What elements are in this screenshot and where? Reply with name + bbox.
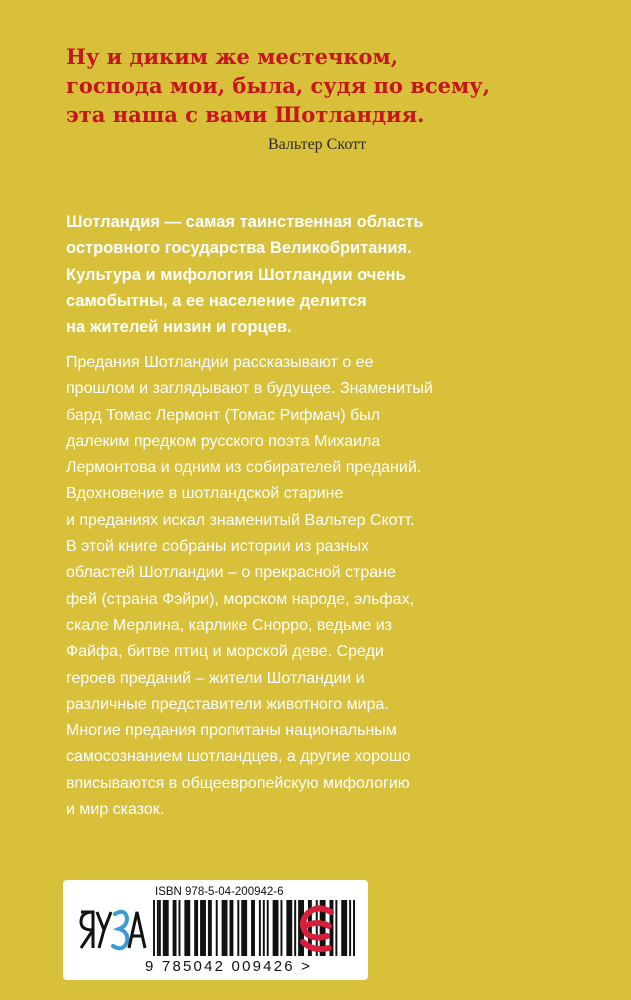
body-line: Предания Шотландии рассказывают о ее (66, 354, 374, 371)
barcode-bar (222, 900, 228, 956)
body-line: и мир сказок. (66, 801, 165, 819)
lead-line: самобытны, а ее население делится (66, 291, 367, 310)
body-line: В этой книге собраны истории из разных (66, 538, 369, 556)
barcode-bar (286, 900, 292, 956)
lead-line: островного государства Великобритания. (66, 239, 412, 258)
lead-line: Культура и мифология Шотландии очень (66, 265, 406, 284)
body-line: вписываются в общеевропейскую мифологию (66, 774, 410, 792)
body-line: скале Мерлина, карлике Снорро, ведьме из (66, 616, 393, 634)
barcode-bar (237, 900, 239, 956)
body-line: Вдохновение в шотландской старине (66, 485, 344, 503)
barcode-bar (157, 900, 159, 956)
isbn-label: ISBN 978-5-04-200942-6 (155, 886, 284, 898)
barcode-bar (173, 900, 177, 956)
epigraph-line: Ну и диким же местечком, (66, 44, 399, 69)
body-line: фей (страна Фэйри), морском народе, эльфах, (66, 590, 415, 608)
barcode-bar (353, 900, 355, 956)
eksmo-logo-icon (295, 898, 339, 962)
barcode-bar (200, 900, 206, 956)
barcode-bar (163, 900, 169, 956)
barcode-bar (280, 900, 282, 956)
barcode-bar (194, 900, 198, 956)
barcode-bar (267, 900, 269, 956)
barcode-bar (216, 900, 218, 956)
lead-paragraph (66, 209, 586, 340)
body-line: Многие предания пропитаны национальным (66, 722, 397, 740)
barcode-bar (179, 900, 181, 956)
barcode-digits: 9 785042 009426 > (145, 958, 313, 975)
body-line: героев преданий – жители Шотландии и (66, 669, 365, 687)
description-paragraph (66, 350, 586, 823)
body-line: Лермонтова и одним из собирателей преданий. (66, 459, 422, 477)
epigraph-author: Вальтер Скотт (268, 136, 367, 153)
body-line: прошлом и заглядывают в будущее. Знаменитый (66, 380, 433, 398)
barcode-bar (259, 900, 261, 956)
barcode-bar (184, 900, 190, 956)
lead-line: Шотландия — самая таинственная область (66, 213, 424, 231)
barcode-bar (159, 900, 161, 956)
barcode-bar (153, 900, 155, 956)
barcode-bar (273, 900, 279, 956)
body-line: и преданиях искал знаменитый Вальтер Скотт. (66, 511, 415, 529)
epigraph (66, 42, 586, 129)
body-line: областей Шотландии – о прекрасной стране (66, 564, 396, 582)
barcode-bar (341, 900, 347, 956)
body-line: Файфа, битве птиц и морской деве. Среди (66, 643, 384, 661)
barcode-bar (229, 900, 233, 956)
barcode-bar (208, 900, 212, 956)
body-line: различные представители животного мира. (66, 695, 389, 713)
barcode-bar (251, 900, 255, 956)
yauza-logo-icon (77, 902, 147, 958)
epigraph-line: господа мои, была, судя по всему, (66, 73, 490, 98)
body-line: бард Томас Лермонт (Томас Рифмач) был (66, 406, 381, 424)
body-line: далеким предком русского поэта Михаила (66, 432, 381, 450)
body-line: самосознанием шотландцев, а другие хорошо (66, 748, 411, 766)
lead-line: на жителей низин и горцев. (66, 318, 292, 337)
barcode-bar (241, 900, 247, 956)
barcode-bar (263, 900, 265, 956)
epigraph-line: эта наша с вами Шотландия. (66, 102, 425, 127)
barcode-bar (349, 900, 351, 956)
